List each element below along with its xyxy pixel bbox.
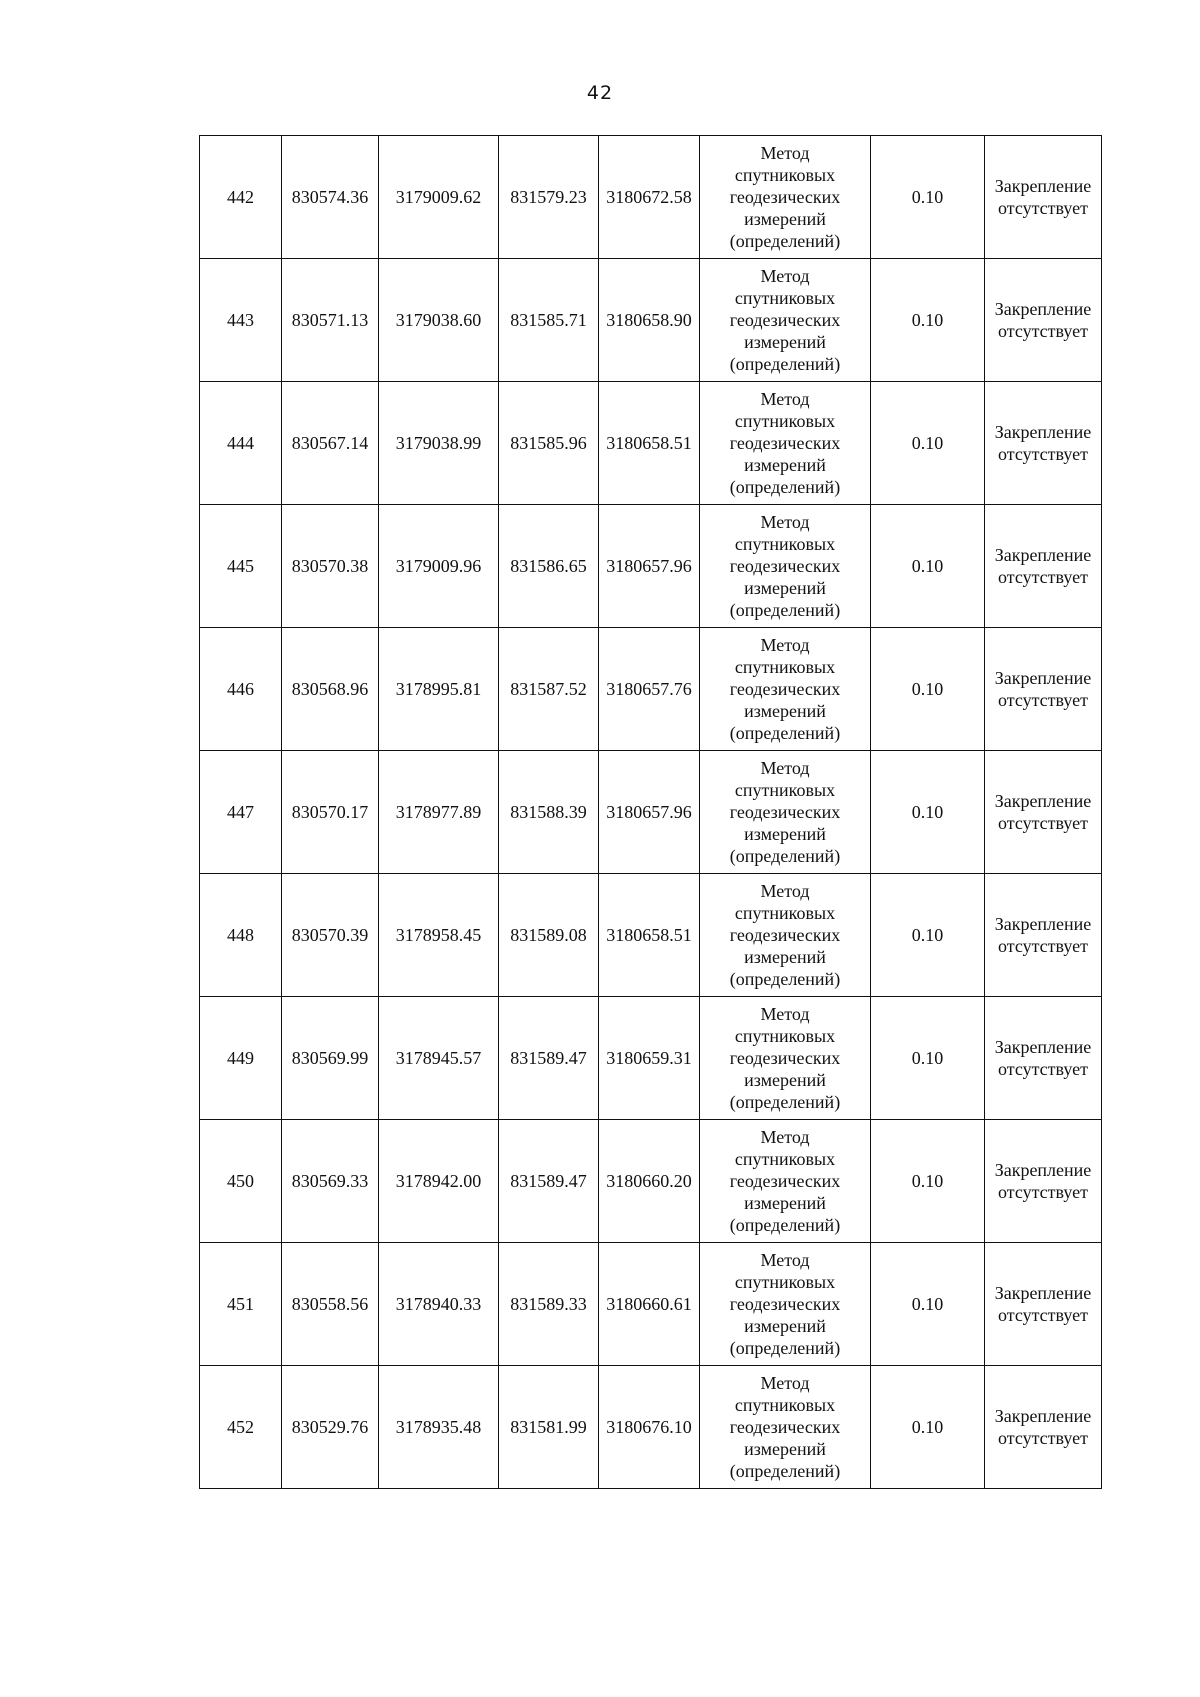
fixing-line: Закрепление bbox=[994, 1160, 1092, 1180]
method-line: (определений) bbox=[729, 1338, 841, 1358]
accuracy-cell: 0.10 bbox=[871, 874, 985, 997]
accuracy-cell: 0.10 bbox=[871, 1366, 985, 1489]
method-line: Метод bbox=[760, 1004, 810, 1024]
accuracy-cell: 0.10 bbox=[871, 382, 985, 505]
fixing-line: Закрепление bbox=[994, 1037, 1092, 1057]
method-line: измерений bbox=[744, 947, 826, 967]
method-line: Метод bbox=[760, 1373, 810, 1393]
method-cell bbox=[700, 1366, 871, 1489]
fixing-line: отсутствует bbox=[997, 1059, 1089, 1079]
point-number-cell: 445 bbox=[200, 505, 282, 628]
fixing-cell bbox=[985, 874, 1102, 997]
method-cell bbox=[700, 874, 871, 997]
method-line: Метод bbox=[760, 512, 810, 532]
point-number-cell: 446 bbox=[200, 628, 282, 751]
method-line: (определений) bbox=[729, 969, 841, 989]
y-coordinate-cell: 3178942.00 bbox=[379, 1120, 499, 1243]
table-row bbox=[200, 1243, 1102, 1366]
y-coordinate-cell: 3178958.45 bbox=[379, 874, 499, 997]
fixing-line: отсутствует bbox=[997, 567, 1089, 587]
table-row bbox=[200, 1120, 1102, 1243]
method-line: измерений bbox=[744, 701, 826, 721]
accuracy-cell: 0.10 bbox=[871, 136, 985, 259]
method-line: спутниковых bbox=[734, 1272, 836, 1292]
method-line: Метод bbox=[760, 143, 810, 163]
y-coordinate-alt-cell: 3180657.76 bbox=[599, 628, 700, 751]
y-coordinate-cell: 3178940.33 bbox=[379, 1243, 499, 1366]
method-line: Метод bbox=[760, 758, 810, 778]
method-line: измерений bbox=[744, 1070, 826, 1090]
fixing-cell bbox=[985, 997, 1102, 1120]
y-coordinate-alt-cell: 3180660.61 bbox=[599, 1243, 700, 1366]
y-coordinate-alt-cell: 3180658.51 bbox=[599, 382, 700, 505]
method-line: (определений) bbox=[729, 354, 841, 374]
table-row bbox=[200, 874, 1102, 997]
method-line: (определений) bbox=[729, 1092, 841, 1112]
table-row bbox=[200, 628, 1102, 751]
y-coordinate-cell: 3178945.57 bbox=[379, 997, 499, 1120]
method-line: геодезических bbox=[729, 187, 841, 207]
method-line: геодезических bbox=[729, 1294, 841, 1314]
method-line: (определений) bbox=[729, 1215, 841, 1235]
point-number-cell: 451 bbox=[200, 1243, 282, 1366]
fixing-line: отсутствует bbox=[997, 1305, 1089, 1325]
table-row bbox=[200, 382, 1102, 505]
method-line: спутниковых bbox=[734, 288, 836, 308]
accuracy-cell: 0.10 bbox=[871, 1243, 985, 1366]
method-line: геодезических bbox=[729, 925, 841, 945]
method-line: измерений bbox=[744, 332, 826, 352]
accuracy-cell: 0.10 bbox=[871, 997, 985, 1120]
method-line: спутниковых bbox=[734, 1395, 836, 1415]
accuracy-cell: 0.10 bbox=[871, 505, 985, 628]
table-row bbox=[200, 997, 1102, 1120]
method-cell bbox=[700, 751, 871, 874]
method-line: геодезических bbox=[729, 1171, 841, 1191]
accuracy-cell: 0.10 bbox=[871, 751, 985, 874]
method-cell bbox=[700, 1243, 871, 1366]
accuracy-cell: 0.10 bbox=[871, 628, 985, 751]
point-number-cell: 442 bbox=[200, 136, 282, 259]
fixing-cell bbox=[985, 628, 1102, 751]
x-coordinate-alt-cell: 831589.47 bbox=[499, 1120, 599, 1243]
method-line: (определений) bbox=[729, 477, 841, 497]
accuracy-cell: 0.10 bbox=[871, 1120, 985, 1243]
y-coordinate-alt-cell: 3180672.58 bbox=[599, 136, 700, 259]
point-number-cell: 447 bbox=[200, 751, 282, 874]
point-number-cell: 444 bbox=[200, 382, 282, 505]
y-coordinate-alt-cell: 3180657.96 bbox=[599, 751, 700, 874]
method-line: геодезических bbox=[729, 1048, 841, 1068]
y-coordinate-alt-cell: 3180658.90 bbox=[599, 259, 700, 382]
fixing-line: отсутствует bbox=[997, 813, 1089, 833]
x-coordinate-alt-cell: 831585.71 bbox=[499, 259, 599, 382]
x-coordinate-cell: 830571.13 bbox=[282, 259, 379, 382]
fixing-line: Закрепление bbox=[994, 176, 1092, 196]
method-line: геодезических bbox=[729, 556, 841, 576]
y-coordinate-alt-cell: 3180659.31 bbox=[599, 997, 700, 1120]
method-line: Метод bbox=[760, 1127, 810, 1147]
fixing-cell bbox=[985, 382, 1102, 505]
x-coordinate-alt-cell: 831589.47 bbox=[499, 997, 599, 1120]
y-coordinate-alt-cell: 3180676.10 bbox=[599, 1366, 700, 1489]
fixing-line: Закрепление bbox=[994, 791, 1092, 811]
fixing-line: отсутствует bbox=[997, 321, 1089, 341]
fixing-cell bbox=[985, 505, 1102, 628]
method-line: Метод bbox=[760, 389, 810, 409]
table-row bbox=[200, 505, 1102, 628]
x-coordinate-alt-cell: 831587.52 bbox=[499, 628, 599, 751]
y-coordinate-alt-cell: 3180660.20 bbox=[599, 1120, 700, 1243]
table-row bbox=[200, 1366, 1102, 1489]
fixing-line: отсутствует bbox=[997, 1428, 1089, 1448]
y-coordinate-cell: 3178977.89 bbox=[379, 751, 499, 874]
point-number-cell: 450 bbox=[200, 1120, 282, 1243]
fixing-line: Закрепление bbox=[994, 299, 1092, 319]
method-line: измерений bbox=[744, 578, 826, 598]
method-line: спутниковых bbox=[734, 534, 836, 554]
x-coordinate-cell: 830569.33 bbox=[282, 1120, 379, 1243]
fixing-line: Закрепление bbox=[994, 1406, 1092, 1426]
method-line: спутниковых bbox=[734, 1149, 836, 1169]
fixing-cell bbox=[985, 751, 1102, 874]
method-line: (определений) bbox=[729, 600, 841, 620]
page-number: 42 bbox=[586, 82, 614, 104]
method-line: измерений bbox=[744, 824, 826, 844]
method-line: (определений) bbox=[729, 1461, 841, 1481]
fixing-line: отсутствует bbox=[997, 198, 1089, 218]
fixing-line: Закрепление bbox=[994, 545, 1092, 565]
table-row bbox=[200, 136, 1102, 259]
method-cell bbox=[700, 505, 871, 628]
y-coordinate-cell: 3179038.60 bbox=[379, 259, 499, 382]
x-coordinate-alt-cell: 831585.96 bbox=[499, 382, 599, 505]
y-coordinate-cell: 3178935.48 bbox=[379, 1366, 499, 1489]
fixing-line: отсутствует bbox=[997, 690, 1089, 710]
fixing-line: Закрепление bbox=[994, 668, 1092, 688]
method-line: спутниковых bbox=[734, 165, 836, 185]
fixing-cell bbox=[985, 1366, 1102, 1489]
x-coordinate-cell: 830570.17 bbox=[282, 751, 379, 874]
fixing-line: отсутствует bbox=[997, 444, 1089, 464]
method-line: измерений bbox=[744, 1316, 826, 1336]
method-line: геодезических bbox=[729, 433, 841, 453]
method-line: спутниковых bbox=[734, 1026, 836, 1046]
x-coordinate-cell: 830567.14 bbox=[282, 382, 379, 505]
method-line: измерений bbox=[744, 1439, 826, 1459]
method-line: спутниковых bbox=[734, 903, 836, 923]
method-line: Метод bbox=[760, 635, 810, 655]
table-row bbox=[200, 259, 1102, 382]
method-line: Метод bbox=[760, 266, 810, 286]
method-line: геодезических bbox=[729, 1417, 841, 1437]
fixing-cell bbox=[985, 136, 1102, 259]
table-row bbox=[200, 751, 1102, 874]
method-line: Метод bbox=[760, 1250, 810, 1270]
y-coordinate-cell: 3179009.62 bbox=[379, 136, 499, 259]
method-cell bbox=[700, 1120, 871, 1243]
fixing-cell bbox=[985, 1243, 1102, 1366]
method-line: спутниковых bbox=[734, 780, 836, 800]
y-coordinate-cell: 3179009.96 bbox=[379, 505, 499, 628]
method-line: измерений bbox=[744, 209, 826, 229]
method-line: спутниковых bbox=[734, 657, 836, 677]
x-coordinate-alt-cell: 831581.99 bbox=[499, 1366, 599, 1489]
point-number-cell: 443 bbox=[200, 259, 282, 382]
method-line: геодезических bbox=[729, 679, 841, 699]
x-coordinate-cell: 830570.39 bbox=[282, 874, 379, 997]
y-coordinate-alt-cell: 3180658.51 bbox=[599, 874, 700, 997]
method-line: геодезических bbox=[729, 802, 841, 822]
method-line: спутниковых bbox=[734, 411, 836, 431]
method-line: (определений) bbox=[729, 846, 841, 866]
x-coordinate-alt-cell: 831586.65 bbox=[499, 505, 599, 628]
method-line: геодезических bbox=[729, 310, 841, 330]
method-cell bbox=[700, 382, 871, 505]
accuracy-cell: 0.10 bbox=[871, 259, 985, 382]
x-coordinate-cell: 830568.96 bbox=[282, 628, 379, 751]
method-cell bbox=[700, 997, 871, 1120]
point-number-cell: 448 bbox=[200, 874, 282, 997]
point-number-cell: 449 bbox=[200, 997, 282, 1120]
fixing-cell bbox=[985, 1120, 1102, 1243]
method-line: Метод bbox=[760, 881, 810, 901]
table-body bbox=[200, 136, 1102, 1489]
method-line: (определений) bbox=[729, 231, 841, 251]
method-line: (определений) bbox=[729, 723, 841, 743]
point-number-cell: 452 bbox=[200, 1366, 282, 1489]
x-coordinate-cell: 830529.76 bbox=[282, 1366, 379, 1489]
x-coordinate-cell: 830558.56 bbox=[282, 1243, 379, 1366]
method-cell bbox=[700, 259, 871, 382]
coordinates-table bbox=[199, 135, 1102, 1489]
fixing-line: отсутствует bbox=[997, 1182, 1089, 1202]
x-coordinate-alt-cell: 831589.33 bbox=[499, 1243, 599, 1366]
x-coordinate-cell: 830570.38 bbox=[282, 505, 379, 628]
fixing-line: Закрепление bbox=[994, 914, 1092, 934]
x-coordinate-alt-cell: 831579.23 bbox=[499, 136, 599, 259]
fixing-line: Закрепление bbox=[994, 422, 1092, 442]
method-cell bbox=[700, 136, 871, 259]
x-coordinate-alt-cell: 831588.39 bbox=[499, 751, 599, 874]
x-coordinate-cell: 830574.36 bbox=[282, 136, 379, 259]
fixing-cell bbox=[985, 259, 1102, 382]
y-coordinate-cell: 3178995.81 bbox=[379, 628, 499, 751]
y-coordinate-alt-cell: 3180657.96 bbox=[599, 505, 700, 628]
fixing-line: Закрепление bbox=[994, 1283, 1092, 1303]
x-coordinate-alt-cell: 831589.08 bbox=[499, 874, 599, 997]
x-coordinate-cell: 830569.99 bbox=[282, 997, 379, 1120]
fixing-line: отсутствует bbox=[997, 936, 1089, 956]
method-line: измерений bbox=[744, 455, 826, 475]
method-line: измерений bbox=[744, 1193, 826, 1213]
y-coordinate-cell: 3179038.99 bbox=[379, 382, 499, 505]
method-cell bbox=[700, 628, 871, 751]
